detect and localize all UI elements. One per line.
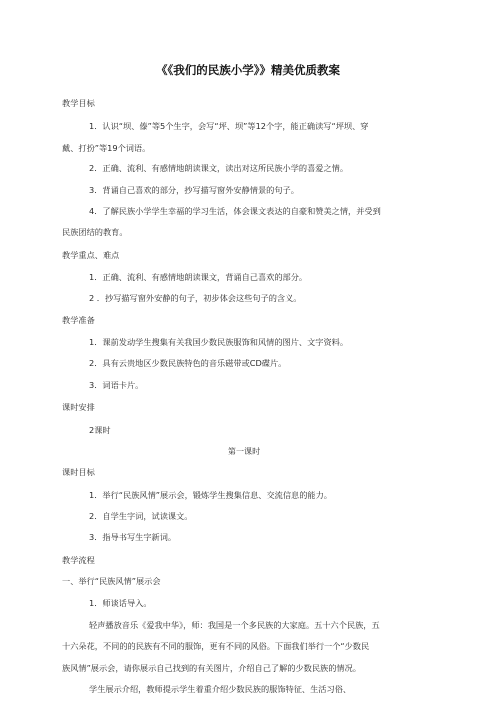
paragraph-1-line-2: 十六朵花，不同的的民族有不同的服饰，更有不同的风俗。下面我们举行一个“少数民 — [62, 641, 370, 652]
lesson-goal-1: 1．举行“民族风情”展示会，锻炼学生搜集信息、交流信息的能力。 — [89, 489, 332, 500]
lesson-goal-2: 2．自学生字词，试读课文。 — [89, 511, 193, 521]
section-heading-teaching-goals: 教学目标 — [62, 98, 95, 108]
section-heading-preparation: 教学准备 — [62, 314, 95, 325]
section-heading-key-points: 教学重点、难点 — [62, 249, 120, 260]
goal-4-line-2: 民族团结的教育。 — [62, 227, 128, 238]
lesson-heading: 第一课时 — [227, 445, 261, 456]
goal-4-line-1: 4．了解民族小学学生幸福的学习生活，体会课文表达的自豪和赞美之情，并受到 — [89, 205, 381, 216]
preparation-2: 2．具有云贵地区少数民族特色的音乐磁带或CD碟片。 — [89, 358, 287, 369]
paragraph-1-line-3: 族风情”展示会，请你展示自己找到的有关图片，介绍自己了解的少数民族的情况。 — [62, 662, 361, 673]
goal-1-line-2: 戴、打扮”等19个词语。 — [62, 142, 151, 153]
section-heading-process: 教学流程 — [62, 554, 95, 565]
goal-2: 2．正确、流利、有感情地朗读课文，读出对这所民族小学的喜爱之情。 — [89, 163, 349, 174]
key-point-2: 2 ．抄写描写窗外安静的句子，初步体会这些句子的含义。 — [89, 293, 302, 304]
schedule-periods: 2课时 — [89, 424, 111, 435]
goal-1-line-1: 1．认识“坝、傣”等5个生字，会写“坪、坝”等12个字，能正确读写“坪坝、穿 — [89, 121, 369, 132]
lesson-goal-3: 3．指导书写生字新词。 — [89, 532, 177, 543]
section-heading-lesson-goals: 课时目标 — [62, 467, 95, 478]
key-point-1: 1．正确、流利、有感情地朗读课文，背诵自己喜欢的部分。 — [89, 271, 308, 282]
paragraph-2: 学生展示介绍，教师提示学生着重介绍少数民族的服饰特征、生活习俗、 — [89, 684, 352, 694]
goal-3: 3．背诵自己喜欢的部分，抄写描写窗外安静情景的句子。 — [89, 184, 299, 195]
preparation-3: 3．词语卡片。 — [89, 379, 144, 390]
process-step-heading: 一、举行“民族风情”展示会 — [62, 576, 161, 587]
process-step-1: 1．师谈话导入。 — [89, 597, 152, 608]
paragraph-1-line-1: 轻声播放音乐《爱我中华》，师：我国是一个多民族的大家庭。五十六个民族，五 — [89, 619, 380, 630]
section-heading-schedule: 课时安排 — [62, 402, 95, 413]
preparation-1: 1．课前发动学生搜集有关我国少数民族服饰和风情的图片、文字资料。 — [89, 337, 349, 348]
document-title: 《《我们的民族小学》》精美优质教案 — [156, 63, 340, 77]
